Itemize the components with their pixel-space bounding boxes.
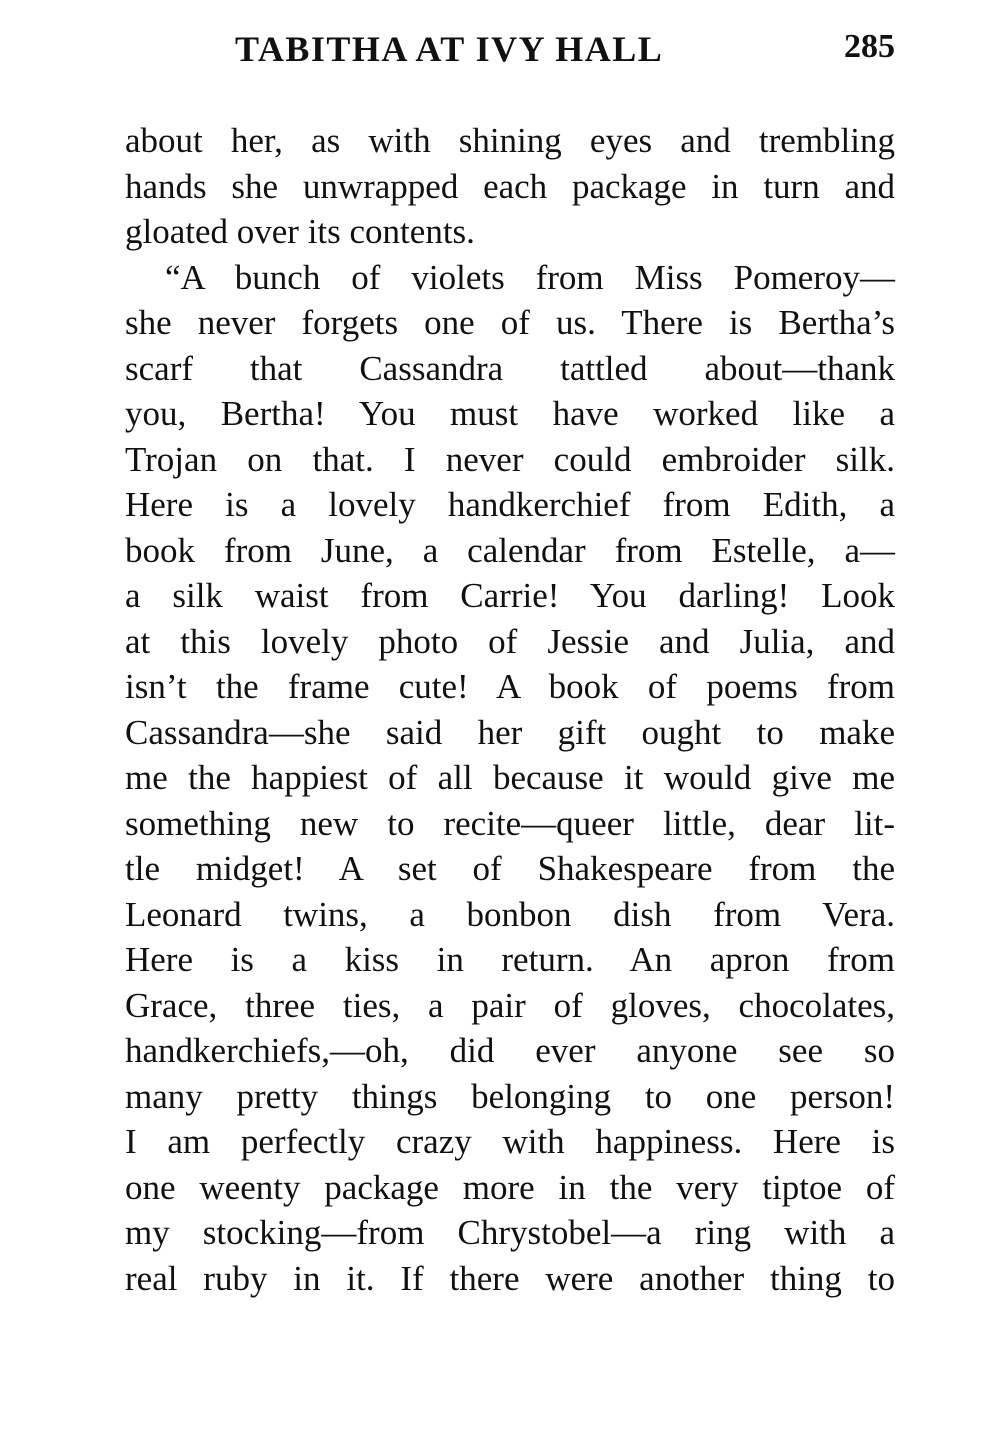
running-head bbox=[125, 28, 895, 78]
text-line: me the happiest of all because it would give me bbox=[125, 758, 895, 797]
text-line: gloated over its contents. bbox=[125, 212, 475, 251]
text-line: handkerchiefs,—oh, did ever anyone see so bbox=[125, 1031, 895, 1070]
text-line: “A bunch of violets from Miss Pomeroy— bbox=[165, 257, 895, 297]
running-title: TABITHA AT IVY HALL bbox=[235, 29, 664, 69]
body-text bbox=[125, 118, 895, 1301]
text-line: Cassandra—she said her gift ought to make bbox=[125, 712, 895, 752]
text-line: Here is a lovely handkerchief from Edith, a bbox=[125, 485, 895, 524]
text-line: something new to recite—queer little, dear lit- bbox=[125, 803, 895, 843]
text-line: about her, as with shining eyes and trembling bbox=[125, 121, 895, 160]
page-number: 285 bbox=[844, 28, 895, 65]
text-line: tle midget! A set of Shakespeare from the bbox=[125, 849, 895, 888]
text-line: one weenty package more in the very tiptoe of bbox=[125, 1167, 895, 1207]
text-line: she never forgets one of us. There is Bertha’s bbox=[125, 303, 895, 342]
text-line: Here is a kiss in return. An apron from bbox=[125, 940, 895, 979]
text-line: many pretty things belonging to one person! bbox=[125, 1076, 895, 1116]
text-line: Grace, three ties, a pair of gloves, chocolates, bbox=[125, 985, 895, 1025]
text-line: real ruby in it. If there were another thing to bbox=[125, 1258, 895, 1298]
text-line: my stocking—from Chrystobel—a ring with a bbox=[125, 1213, 895, 1252]
text-line: hands she unwrapped each package in turn and bbox=[125, 166, 895, 206]
text-line: a silk waist from Carrie! You darling! Look bbox=[125, 576, 895, 615]
text-line: I am perfectly crazy with happiness. Here is bbox=[125, 1122, 895, 1161]
text-line: you, Bertha! You must have worked like a bbox=[125, 394, 895, 433]
text-line: scarf that Cassandra tattled about—thank bbox=[125, 348, 895, 388]
text-line: Trojan on that. I never could embroider silk. bbox=[125, 439, 895, 479]
text-line: at this lovely photo of Jessie and Julia, and bbox=[125, 621, 895, 661]
text-line: isn’t the frame cute! A book of poems from bbox=[125, 667, 895, 706]
text-line: book from June, a calendar from Estelle, a— bbox=[125, 530, 895, 570]
text-line: Leonard twins, a bonbon dish from Vera. bbox=[125, 894, 895, 934]
